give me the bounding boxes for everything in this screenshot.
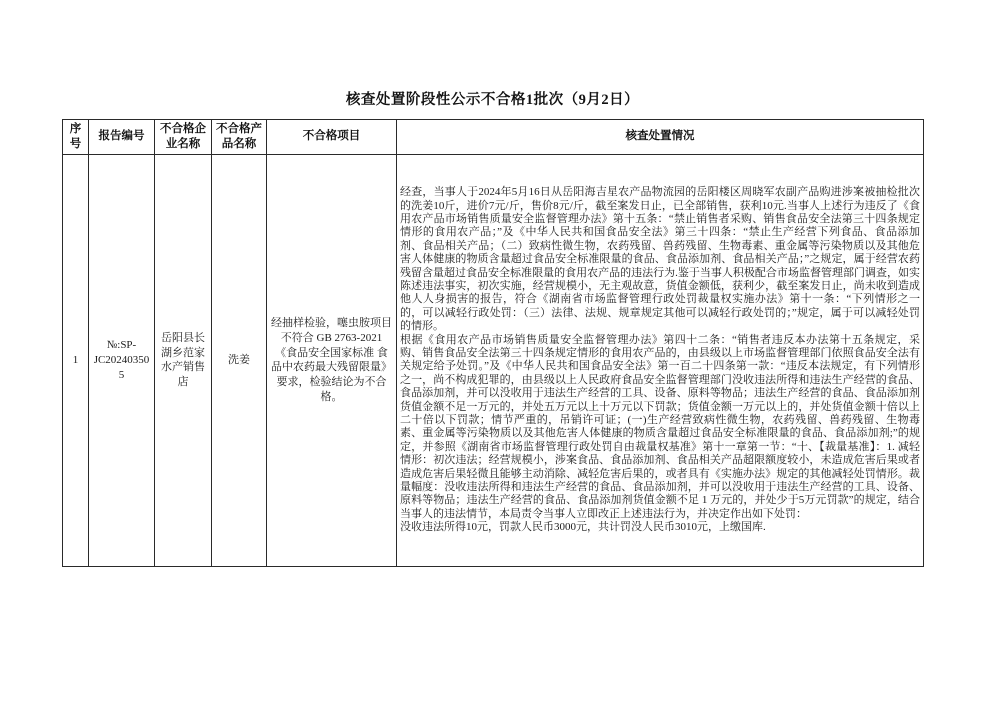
header-failed-item: 不合格项目 — [267, 120, 397, 155]
table-header — [63, 120, 924, 155]
cell-failed-item: 经抽样检验，噻虫胺项目不符合 GB 2763-2021《食品安全国家标准 食品中农药最大残留限量》要求，检验结论为不合格。 — [267, 154, 397, 566]
cell-report-no: №:SP-JC202403505 — [89, 154, 155, 566]
cell-disposal — [397, 154, 924, 566]
cell-seq: 1 — [63, 154, 89, 566]
page-title: 核查处置阶段性公示不合格1批次（9月2日） — [345, 92, 640, 108]
cell-company: 岳阳县长湖乡范家水产销售店 — [155, 154, 212, 566]
header-disposal: 核查处置情况 — [397, 120, 924, 155]
disposal-paragraph: 经查，当事人于2024年5月16日从岳阳海吉星农产品物流园的岳阳楼区周晓军农副产品购进涉案被抽检批次的洗姜10斤，进价7元/斤，售价8元/斤，截至案发日止，已全部销售，获利10元.当事人上述行为违反了《食用农产品市场销售质量安全监督管理办法》第十五条：“禁止销售者采购、销售食品安全法第三十四条规定情形的食用农产品；”及《中华人民共和国食品安全法》第三十四条：“禁止生产经营下列食品、食品添加剂、食品相关产品；（二）致病性微生物，农药残留、兽药残留、生物毒素、重金属等污染物质以及其他危害人体健康的物质含量超过食品安全标准限量的食品、食品添加剂、食品相关产品；”之规定，属于经营农药残留含量超过食品安全标准限量的食用农产品的违法行为.鉴于当事人积极配合市场监督管理部门调查，如实陈述违法事实，初次实施，经营规模小，无主观故意，货值金额低，获利少，截至案发日止，尚未收到造成他人人身损害的报告，符合《湖南省市场监督管理行政处罚裁量权实施办法》第十一条：“下列情形之一的，可以减轻行政处罚：（三）法律、法规、规章规定其他可以减轻行政处罚的；”规定，属于可以减轻处罚的情形。 — [400, 186, 920, 333]
results-table — [62, 119, 924, 567]
header-seq: 序号 — [63, 120, 89, 155]
disposal-paragraph: 根据《食用农产品市场销售质量安全监督管理办法》第四十二条：“销售者违反本办法第十五条规定，采购、销售食品安全法第三十四条规定情形的食用农产品的，由县级以上市场监督管理部门依照食品安全法有关规定给予处罚。”及《中华人民共和国食品安全法》第一百二十四条第一款：“违反本法规定，有下列情形之一，尚不构成犯罪的，由县级以上人民政府食品安全监督管理部门没收违法所得和违法生产经营的食品、食品添加剂，并可以没收用于违法生产经营的工具、设备、原料等物品；违法生产经营的食品、食品添加剂货值金额不足一万元的，并处五万元以上十万元以下罚款；货值金额一万元以上的，并处货值金额十倍以上二十倍以下罚款；情节严重的，吊销许可证；(一)生产经营致病性微生物，农药残留、兽药残留、生物毒素、重金属等污染物质以及其他危害人体健康的物质含量超过食品安全标准限量的食品、食品添加剂;”的规定，并参照《湖南省市场监督管理行政处罚自由裁量权基准》第十一章第一节：“十、【裁量基准】：1. 减轻情形：初次违法；经营规模小，涉案食品、食品添加剂、食品相关产品超限额度较小，未造成危害后果或者造成危害后果轻微且能够主动消除、减轻危害后果的，或者具有《实施办法》规定的其他减轻处罚情形。裁量幅度：没收违法所得和违法生产经营的食品、食品添加剂，并可以没收用于违法生产经营的工具、设备、原料等物品；违法生产经营的食品、食品添加剂货值金额不足 1 万元的，并处少于5万元罚款”的规定，结合当事人的违法情节，本局责令当事人立即改正上述违法行为，并决定作出如下处罚： — [400, 333, 920, 520]
table-body — [63, 154, 924, 566]
header-company: 不合格企业名称 — [155, 120, 212, 155]
disposal-paragraph: 没收违法所得10元，罚款人民币3000元，共计罚没人民币3010元，上缴国库. — [400, 521, 766, 534]
header-report-no: 报告编号 — [89, 120, 155, 155]
cell-product: 洗姜 — [212, 154, 267, 566]
header-row — [63, 120, 924, 155]
table-row — [63, 154, 924, 566]
header-product: 不合格产品名称 — [212, 120, 267, 155]
